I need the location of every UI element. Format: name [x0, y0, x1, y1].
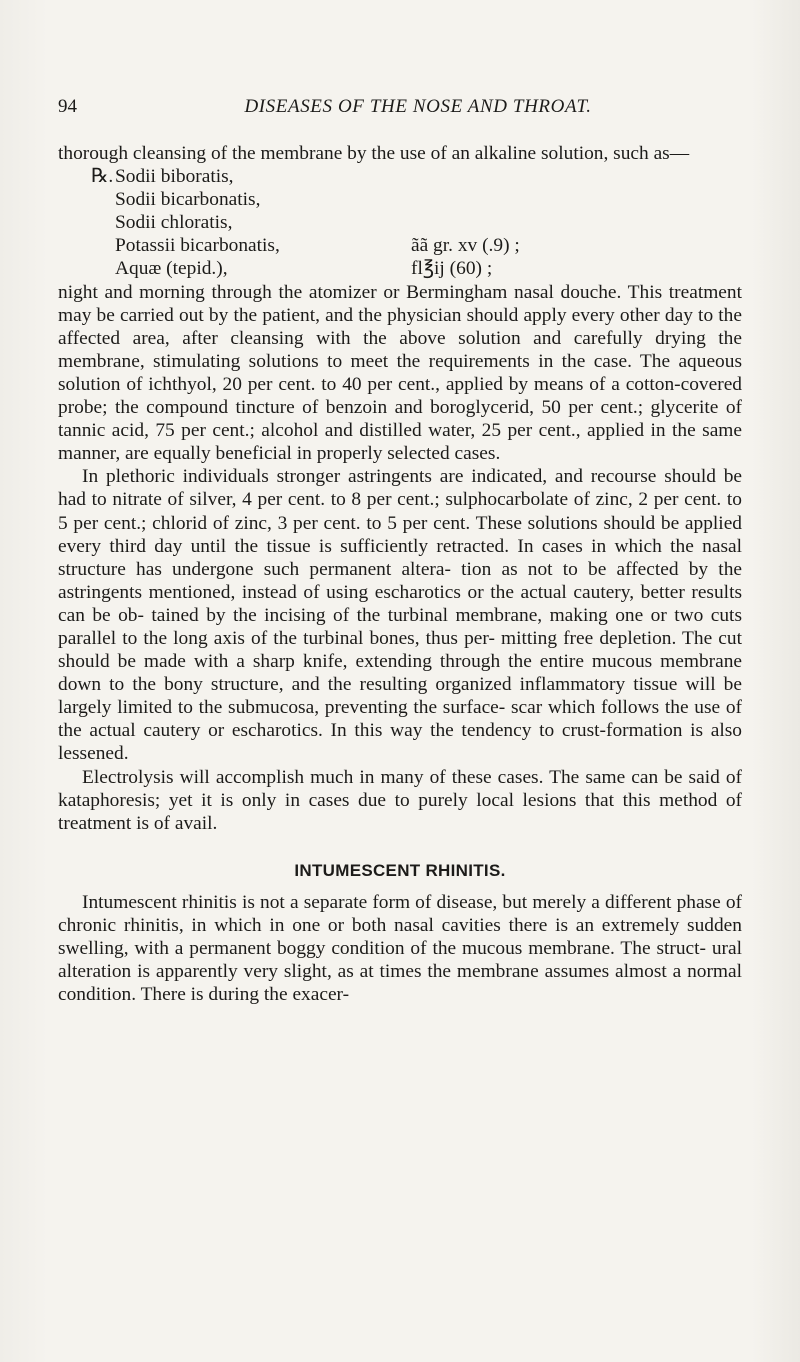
page-number: 94 — [58, 96, 77, 117]
prescription-ingredient: Aquæ (tepid.), — [115, 258, 228, 280]
prescription-ingredient: Sodii biboratis, — [115, 166, 234, 188]
prescription-line — [115, 257, 742, 280]
prescription-line — [91, 165, 742, 188]
body-paragraph: night and morning through the atomizer or Bermingham nasal douche. This treatment may be carried out by the patient, and the physician should apply every other day to the affected area, after cleansing with the above solution and carefully drying the membrane, stimulating solutions to meet the requirements in the case. The aqueous solution of ichthyol, 20 per cent. to 40 per cent., applied by means of a cotton-covered probe; the compound tincture of benzoin and boroglycerid, 50 per cent.; glycerite of tannic acid, 75 per cent.; alcohol and distilled water, 25 per cent., applied in the same manner, are equally beneficial in properly selected cases. — [58, 281, 742, 465]
page-body — [58, 142, 742, 1006]
section-paragraph: Intumescent rhinitis is not a separate form of disease, but merely a different phase of chronic rhinitis, in which in one or both nasal cavities there is an extremely sudden swelling, with a permanent boggy condition of the mucous membrane. The struct- ural alteration is apparently very slight, as at times the membrane assumes almost a normal condition. There is during the exacer- — [58, 891, 742, 1006]
page-header — [58, 96, 748, 120]
prescription-line — [115, 188, 742, 211]
running-head: DISEASES OF THE NOSE AND THROAT. — [244, 96, 592, 117]
recipe-symbol: ℞. — [91, 166, 114, 188]
prescription-ingredient: Sodii chloratis, — [115, 212, 233, 234]
prescription-line — [115, 234, 742, 257]
prescription-dose: ãã gr. xv (.9) ; — [411, 235, 520, 257]
section-heading: INTUMESCENT RHINITIS. — [294, 860, 506, 880]
body-paragraph: Electrolysis will accomplish much in many of these cases. The same can be said of kataphoresis; yet it is only in cases due to purely local lesions that this method of treatment is of avail. — [58, 766, 742, 834]
prescription-line — [115, 211, 742, 234]
intro-paragraph: thorough cleansing of the membrane by the use of an alkaline solution, such as— — [58, 143, 690, 164]
prescription-dose: fl℥ij (60) ; — [411, 258, 493, 280]
prescription-ingredient: Sodii bicarbonatis, — [115, 189, 261, 211]
prescription-ingredient: Potassii bicarbonatis, — [115, 235, 280, 257]
body-paragraph: In plethoric individuals stronger astringents are indicated, and recourse should be had to nitrate of silver, 4 per cent. to 8 per cent.; sulphocarbolate of zinc, 2 per cent. to 5 per cent.; chlorid of zinc, 3 per cent. to 5 per cent. These solutions should be applied every third day until the tissue is sufficiently retracted. In cases in which the nasal structure has undergone such permanent altera- tion as not to be affected by the astringents mentioned, instead of using escharotics or the actual cautery, better results can be ob- tained by the incising of the turbinal membrane, making one or two cuts parallel to the long axis of the turbinal bones, thus per- mitting free depletion. The cut should be made with a sharp knife, extending through the entire mucous membrane down to the bony structure, and the resulting organized inflammatory tissue will be largely limited to the submucosa, preventing the surface- scar which follows the use of the actual cautery or escharotics. In this way the tendency to crust-formation is also lessened. — [58, 466, 742, 765]
prescription — [58, 165, 742, 280]
